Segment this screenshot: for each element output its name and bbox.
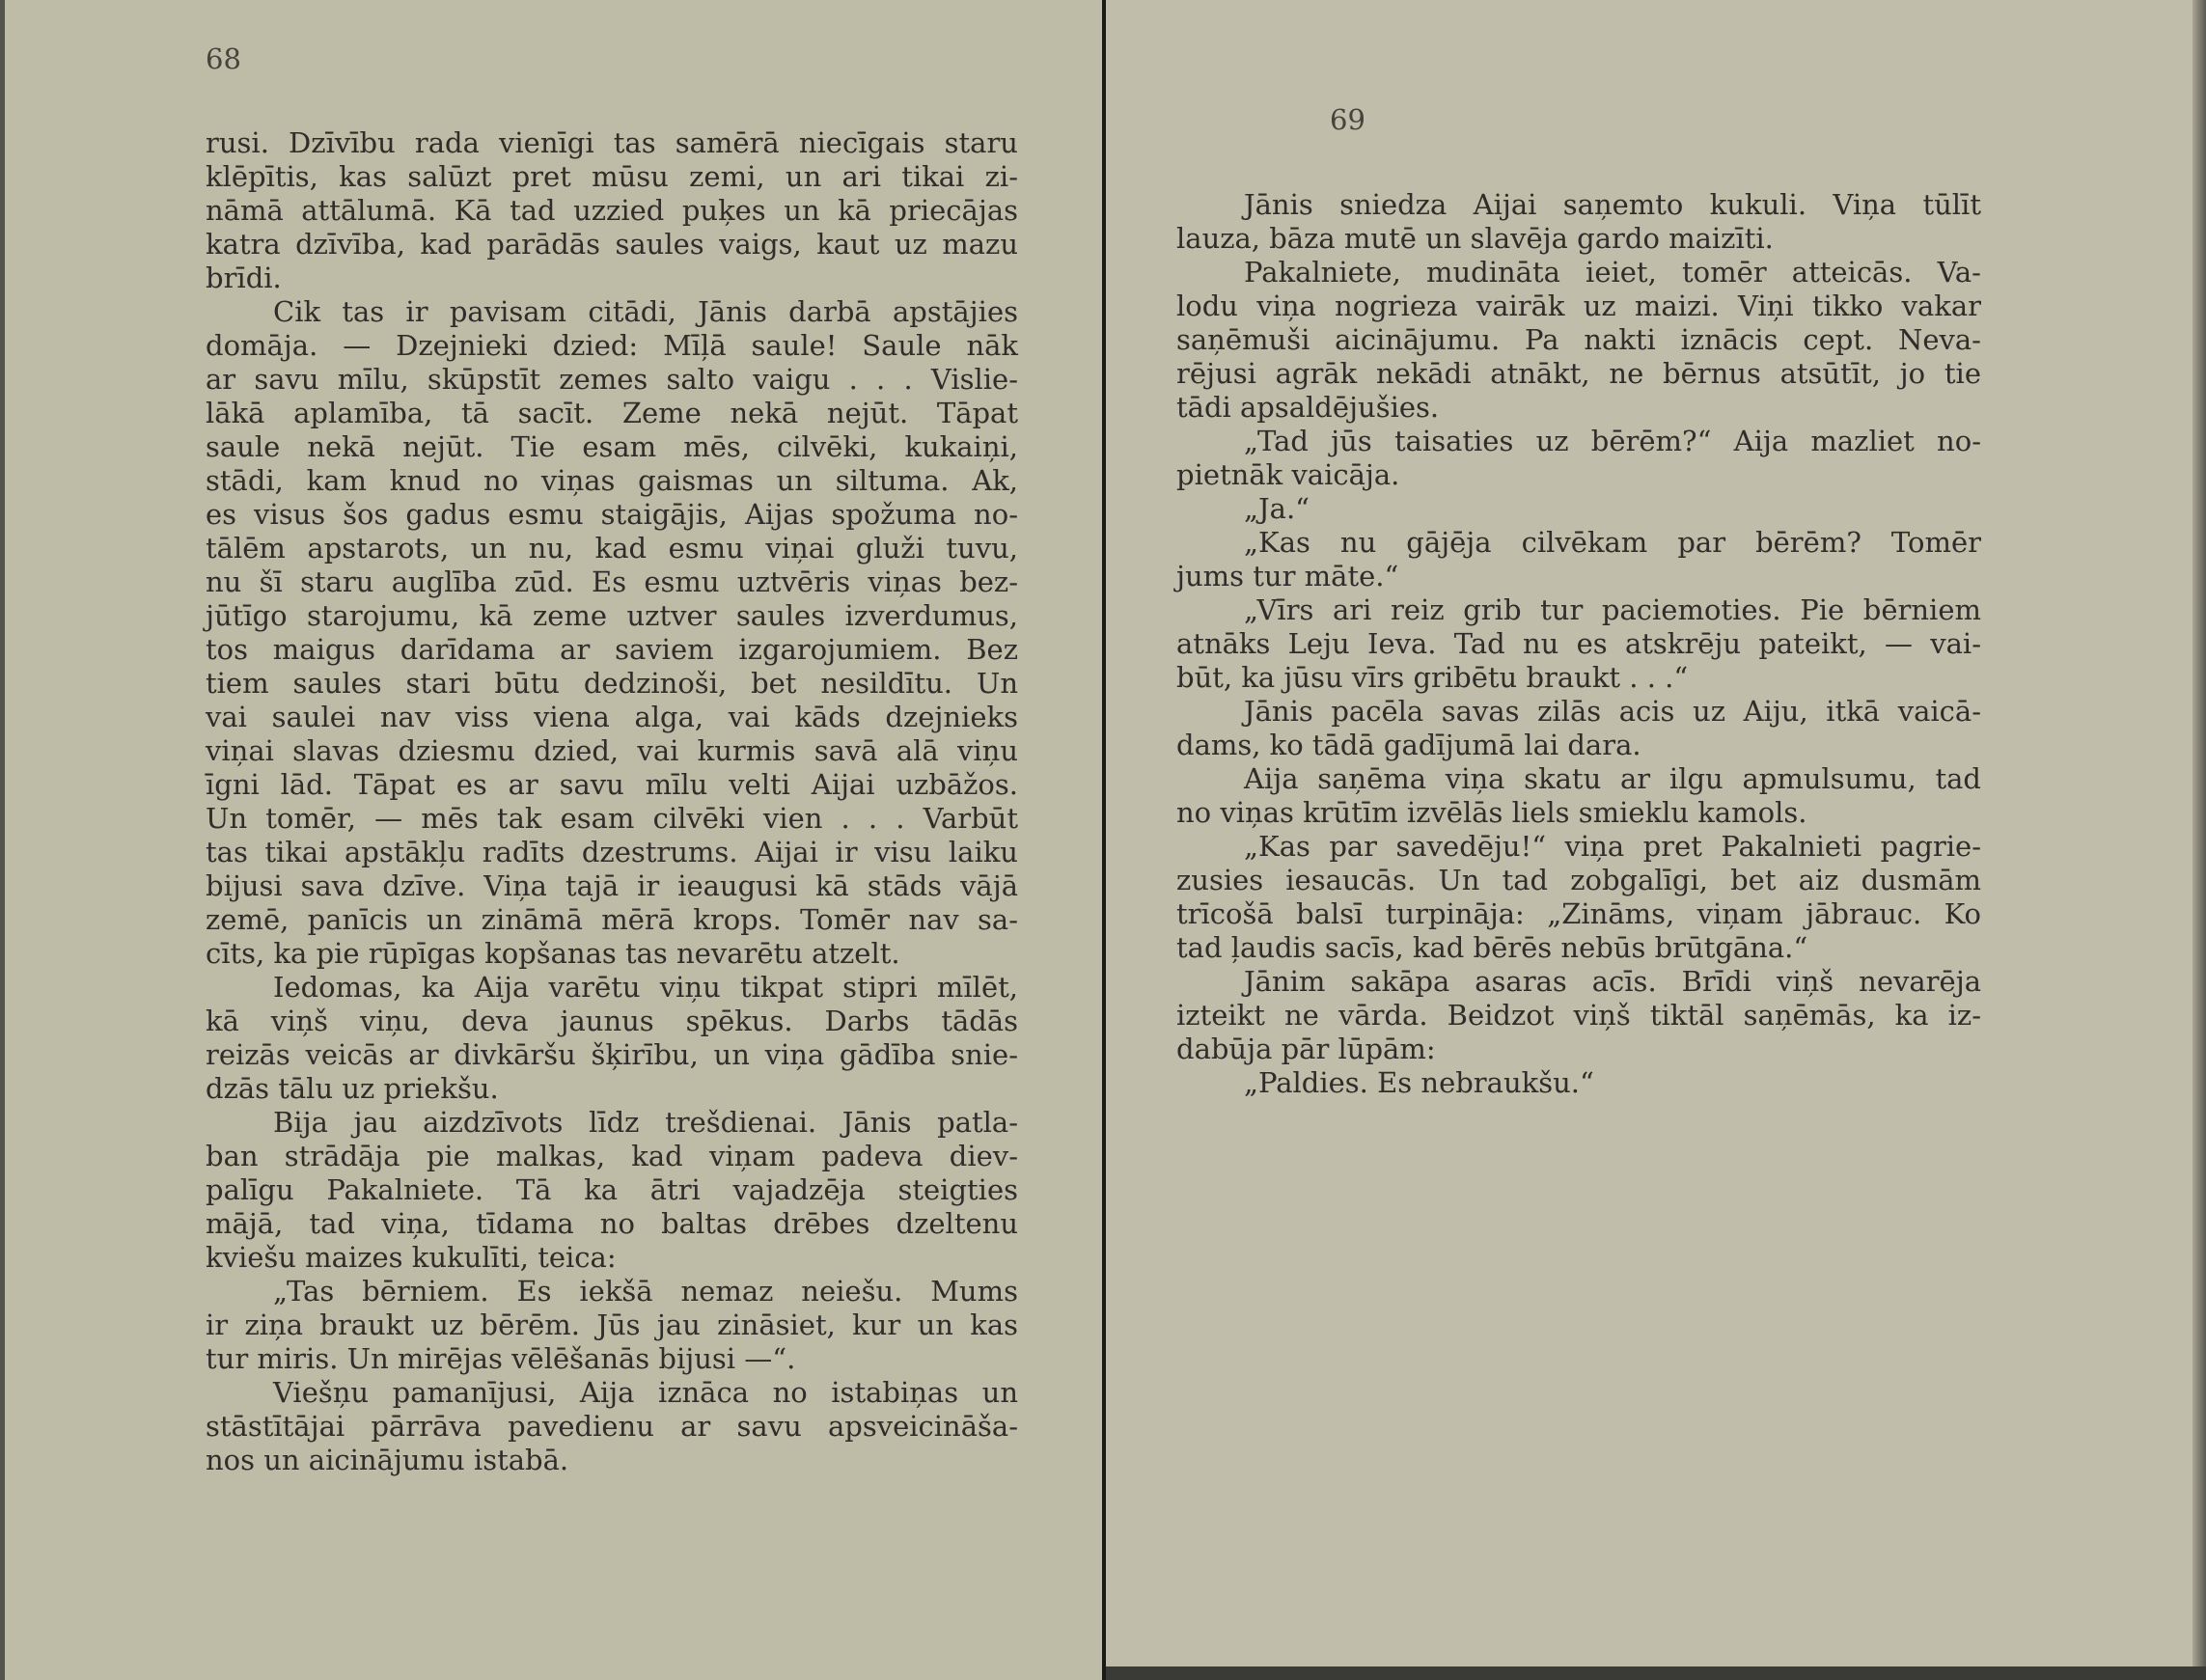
text-line: būt, ka jūsu vīrs gribētu braukt . . .“ (1176, 661, 1689, 694)
text-line: lodu viņa nogrieza vairāk uz maizi. Viņi tikko vakar (1176, 289, 1981, 322)
text-line: saņēmuši aicinājumu. Pa nakti iznācis cept. Neva- (1176, 323, 1981, 356)
text-line: dams, ko tādā gadījumā lai dara. (1176, 729, 1641, 761)
text-line: domāja. — Dzejnieki dzied: Mīļā saule! Saule nāk (206, 329, 1018, 362)
body-text (206, 126, 1018, 1477)
scan-edge (0, 0, 5, 1680)
text-line: lauza, bāza mutē un slavēja gardo maizīti. (1176, 222, 1774, 255)
text-line: tur miris. Un mirējas vēlēšanās bijusi —“. (206, 1342, 796, 1375)
text-line: ar savu mīlu, skūpstīt zemes salto vaigu . . . Vislie- (206, 363, 1018, 396)
text-line: bijusi sava dzīve. Viņa tajā ir ieaugusi kā stāds vājā (206, 869, 1018, 902)
text-line: jums tur māte.“ (1176, 560, 1399, 592)
text-line: „Tad jūs taisaties uz bērēm?“ Aija mazliet no- (1244, 425, 1981, 457)
body-text (1176, 188, 1981, 1100)
scan-edge (2192, 0, 2206, 1680)
text-line: Cik tas ir pavisam citādi, Jānis darbā apstājies (273, 295, 1018, 328)
text-line: „Paldies. Es nebraukšu.“ (1244, 1066, 1594, 1099)
text-line: stādi, kam knud no viņas gaismas un siltuma. Ak, (206, 464, 1018, 497)
text-line: Jānis pacēla savas zilās acis uz Aiju, itkā vaicā- (1244, 695, 1981, 728)
text-line: atnāks Leju Ieva. Tad nu es atskrēju pateikt, — vai- (1176, 627, 1981, 660)
scan-edge (1106, 1666, 2206, 1680)
right-page (1106, 0, 2206, 1680)
text-line: reizās veicās ar divkāršu šķirību, un viņa gādība snie- (206, 1038, 1018, 1071)
text-line: pietnāk vaicāja. (1176, 458, 1400, 491)
text-line: kviešu maizes kukulīti, teica: (206, 1241, 617, 1274)
text-line: brīdi. (206, 262, 282, 294)
text-line: ir ziņa braukt uz bērēm. Jūs jau zināsiet, kur un kas (206, 1308, 1018, 1341)
text-line: katra dzīvība, kad parādās saules vaigs, kaut uz mazu (206, 228, 1018, 261)
text-line: viņai slavas dziesmu dzied, vai kurmis savā alā viņu (206, 734, 1018, 767)
text-line: Jānis sniedza Aijai saņemto kukuli. Viņa tūlīt (1244, 188, 1981, 221)
text-line: palīgu Pakalniete. Tā ka ātri vajadzēja steigties (206, 1173, 1018, 1206)
text-line: Pakalniete, mudināta ieiet, tomēr atteicās. Va- (1244, 256, 1981, 289)
text-line: no viņas krūtīm izvēlās liels smieklu kamols. (1176, 796, 1807, 829)
text-line: tos maigus darīdama ar saviem izgarojumiem. Bez (206, 633, 1018, 666)
text-line: cīts, ka pie rūpīgas kopšanas tas nevarētu atzelt. (206, 937, 900, 970)
text-line: izteikt ne vārda. Beidzot viņš tiktāl saņēmās, ka iz- (1176, 999, 1981, 1032)
text-line: tiem saules stari būtu dedzinoši, bet nesildītu. Un (206, 667, 1018, 700)
text-line: zemē, panīcis un zināmā mērā krops. Tomēr nav sa- (206, 903, 1018, 936)
text-line: tad ļaudis sacīs, kad bērēs nebūs brūtgāna.“ (1176, 931, 1808, 964)
page-number: 68 (206, 42, 241, 75)
text-line: zusies iesaucās. Un tad zobgalīgi, bet aiz dusmām (1176, 864, 1981, 896)
text-line: Aija saņēma viņa skatu ar ilgu apmulsumu, tad (1244, 762, 1981, 795)
text-line: „Kas nu gājēja cilvēkam par bērēm? Tomēr (1244, 526, 1981, 559)
text-line: trīcošā balsī turpināja: „Zināms, viņam jābrauc. Ko (1176, 897, 1981, 930)
text-line: vai saulei nav viss viena alga, vai kāds dzejnieks (206, 701, 1018, 733)
text-line: tas tikai apstākļu radīts dzestrums. Aijai ir visu laiku (206, 836, 1018, 868)
text-line: Bija jau aizdzīvots līdz trešdienai. Jānis patla- (273, 1106, 1018, 1139)
text-line: kā viņš viņu, deva jaunus spēkus. Darbs tādās (206, 1005, 1018, 1037)
text-line: dzās tālu uz priekšu. (206, 1072, 499, 1105)
text-line: „Kas par savedēju!“ viņa pret Pakalnieti pagrie- (1244, 830, 1981, 863)
text-line: īgni lād. Tāpat es ar savu mīlu velti Aijai uzbāžos. (206, 768, 1018, 801)
text-line: „Vīrs ari reiz grib tur paciemoties. Pie bērniem (1244, 593, 1981, 626)
text-line: mājā, tad viņa, tīdama no baltas drēbes dzeltenu (206, 1207, 1018, 1240)
text-line: nos un aicinājumu istabā. (206, 1444, 569, 1476)
text-line: ban strādāja pie malkas, kad viņam padeva diev- (206, 1140, 1018, 1172)
text-line: dabūja pār lūpām: (1176, 1033, 1436, 1065)
text-line: Iedomas, ka Aija varētu viņu tikpat stipri mīlēt, (273, 971, 1018, 1004)
text-line: saule nekā nejūt. Tie esam mēs, cilvēki, kukaiņi, (206, 430, 1018, 463)
text-line: rusi. Dzīvību rada vienīgi tas samērā niecīgais staru (206, 126, 1018, 159)
text-line: rējusi agrāk nekādi atnākt, ne bērnus atsūtīt, jo tie (1176, 357, 1981, 390)
left-page (0, 0, 1102, 1680)
text-line: tādi apsaldējušies. (1176, 391, 1440, 424)
page-number: 69 (1330, 103, 1365, 136)
text-line: jūtīgo starojumu, kā zeme uztver saules izverdumus, (206, 599, 1018, 632)
text-line: Un tomēr, — mēs tak esam cilvēki vien . . . Varbūt (206, 802, 1018, 835)
text-line: stāstītājai pārrāva pavedienu ar savu apsveicināša- (206, 1410, 1018, 1443)
text-line: tālēm apstarots, un nu, kad esmu viņai gluži tuvu, (206, 532, 1018, 565)
text-line: Jānim sakāpa asaras acīs. Brīdi viņš nevarēja (1244, 965, 1981, 998)
text-line: klēpītis, kas salūzt pret mūsu zemi, un ari tikai zi- (206, 160, 1018, 193)
text-line: nāmā attālumā. Kā tad uzzied puķes un kā priecājas (206, 194, 1018, 227)
text-line: „Tas bērniem. Es iekšā nemaz neiešu. Mums (273, 1275, 1018, 1308)
text-line: nu šī staru auglība zūd. Es esmu uztvēris viņas bez- (206, 565, 1018, 598)
text-line: es visus šos gadus esmu staigājis, Aijas spožuma no- (206, 498, 1018, 531)
text-line: Viešņu pamanījusi, Aija iznāca no istabiņas un (273, 1376, 1018, 1409)
text-line: lākā aplamība, tā sacīt. Zeme nekā nejūt. Tāpat (206, 397, 1018, 429)
text-line: „Ja.“ (1244, 492, 1310, 525)
